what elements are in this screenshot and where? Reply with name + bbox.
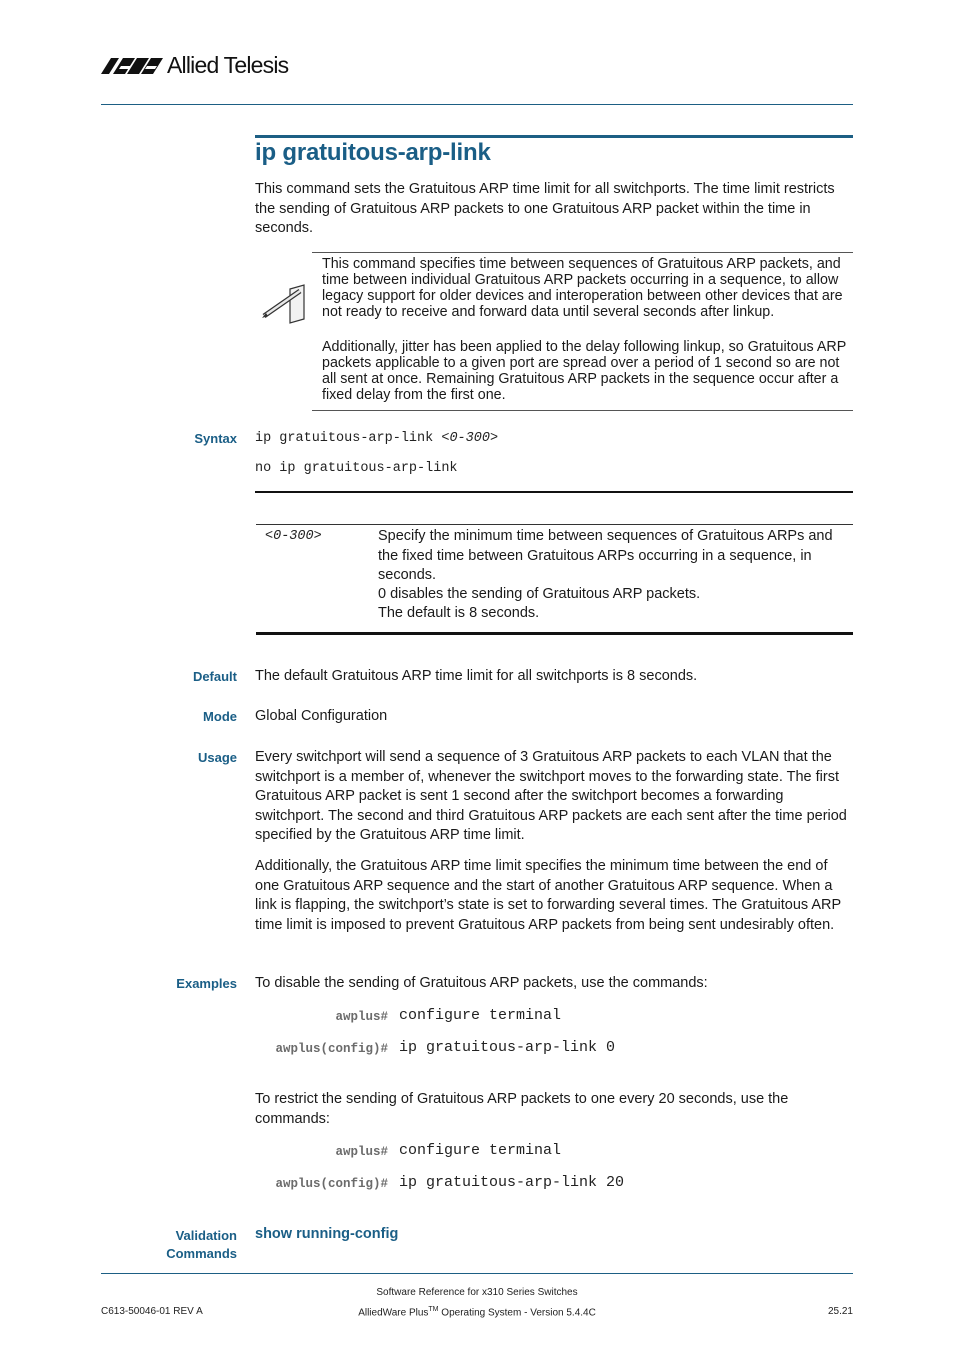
header-rule bbox=[101, 104, 853, 105]
syntax-label: Syntax bbox=[194, 431, 237, 446]
cli-command: ip gratuitous-arp-link 20 bbox=[399, 1174, 625, 1191]
syntax-line-1 bbox=[255, 431, 498, 446]
syntax-command: ip gratuitous-arp-link bbox=[255, 431, 442, 446]
usage-label: Usage bbox=[197, 750, 237, 765]
logo-wordmark: Allied Telesis bbox=[167, 51, 289, 78]
param-description-1: Specify the minimum time between sequences of Gratuitous ARPs and the fixed time between Gratuitous ARPs occurring in a sequence, in seconds. bbox=[378, 528, 833, 583]
default-label: Default bbox=[192, 669, 237, 684]
syntax-line-2: no ip gratuitous-arp-link bbox=[255, 461, 458, 476]
param-name bbox=[265, 529, 322, 544]
cli-command: configure terminal bbox=[399, 1007, 562, 1024]
note-paragraph-1: This command specifies time between sequences of Gratuitous ARP packets, and time between individual Gratuitous ARP packets occurring in a sequence, to allow legacy support for older devices and interoperation between other devices that are not ready to receive and forward data until several seconds after linkup. bbox=[322, 256, 843, 320]
cli-prompt: awplus# bbox=[335, 1145, 388, 1159]
param-table-bottom-rule bbox=[256, 632, 853, 635]
validation-label bbox=[97, 1227, 237, 1263]
allied-telesis-logo-icon bbox=[101, 54, 163, 76]
page-title: ip gratuitous-arp-link bbox=[255, 139, 491, 166]
footer-product-name: AlliedWare Plus bbox=[358, 1307, 429, 1319]
usage-paragraph-2: Additionally, the Gratuitous ARP time limit specifies the minimum time between the end of one Gratuitous ARP sequence and the start of another Gratuitous ARP sequence. When a link is flapping, the switchport’s state is set to forwarding several times. The Gratuitous ARP time limit is imposed to prevent Gratuitous ARP packets from being sent undesirably often. bbox=[255, 858, 841, 933]
cli-prompt: awplus(config)# bbox=[275, 1177, 388, 1191]
cli-command: configure terminal bbox=[399, 1142, 562, 1159]
note-paragraph-2: Additionally, jitter has been applied to the delay following linkup, so Gratuitous ARP packets applicable to a given port are spread over a period of 1 second so are not all sent at once. Remaining Gratuitous ARP packets in the sequence occur after a fixed delay from the first one. bbox=[322, 339, 847, 403]
title-rule bbox=[255, 135, 853, 138]
cli-prompt: awplus# bbox=[335, 1010, 388, 1024]
mode-label: Mode bbox=[203, 709, 237, 724]
footer-rule bbox=[101, 1273, 853, 1274]
validation-label-line-2: Commands bbox=[166, 1246, 237, 1261]
show-running-config-link[interactable]: show running-config bbox=[255, 1226, 399, 1242]
footer-version: Operating System - Version 5.4.4C bbox=[438, 1307, 596, 1319]
intro-paragraph: This command sets the Gratuitous ARP time limit for all switchports. The time limit restricts the sending of Gratuitous ARP packets to one Gratuitous ARP packet within the time in seconds. bbox=[255, 181, 835, 236]
param-description-2: 0 disables the sending of Gratuitous ARP packets. bbox=[378, 586, 701, 602]
footer-doc-id: C613-50046-01 REV A bbox=[101, 1306, 203, 1317]
cli-command: ip gratuitous-arp-link 0 bbox=[399, 1039, 616, 1056]
footer-page-number: 25.21 bbox=[827, 1306, 853, 1317]
pen-note-icon bbox=[260, 283, 308, 325]
syntax-parameter: <0-300> bbox=[441, 431, 499, 446]
param-description-3: The default is 8 seconds. bbox=[378, 605, 540, 621]
trademark-mark: TM bbox=[428, 1306, 439, 1313]
examples-label: Examples bbox=[176, 976, 237, 991]
default-text: The default Gratuitous ARP time limit for all switchports is 8 seconds. bbox=[255, 668, 698, 684]
usage-paragraph-1: Every switchport will send a sequence of 3 Gratuitous ARP packets to each VLAN that the switchport is a member of, whenever the switchport moves to the forwarding state. The first Gratuitous ARP packet is sent 1 second after the switchport becomes a forwarding switchport. The second and third Gratuitous ARP packets are each sent after the time period specified by the Gratuitous ARP time limit. bbox=[255, 749, 847, 843]
syntax-rule bbox=[255, 491, 853, 493]
examples-intro-2: To restrict the sending of Gratuitous ARP packets to one every 20 seconds, use the commands: bbox=[255, 1091, 789, 1127]
examples-intro-1: To disable the sending of Gratuitous ARP packets, use the commands: bbox=[255, 975, 708, 991]
cli-prompt: awplus(config)# bbox=[275, 1042, 388, 1056]
param-table-top-rule bbox=[256, 524, 853, 525]
param-name-text: <0-300> bbox=[265, 529, 322, 544]
mode-text: Global Configuration bbox=[255, 708, 388, 724]
validation-label-line-1: Validation bbox=[175, 1228, 237, 1243]
company-logo bbox=[101, 52, 288, 78]
footer-doc-title: Software Reference for x310 Series Switches bbox=[376, 1287, 578, 1298]
